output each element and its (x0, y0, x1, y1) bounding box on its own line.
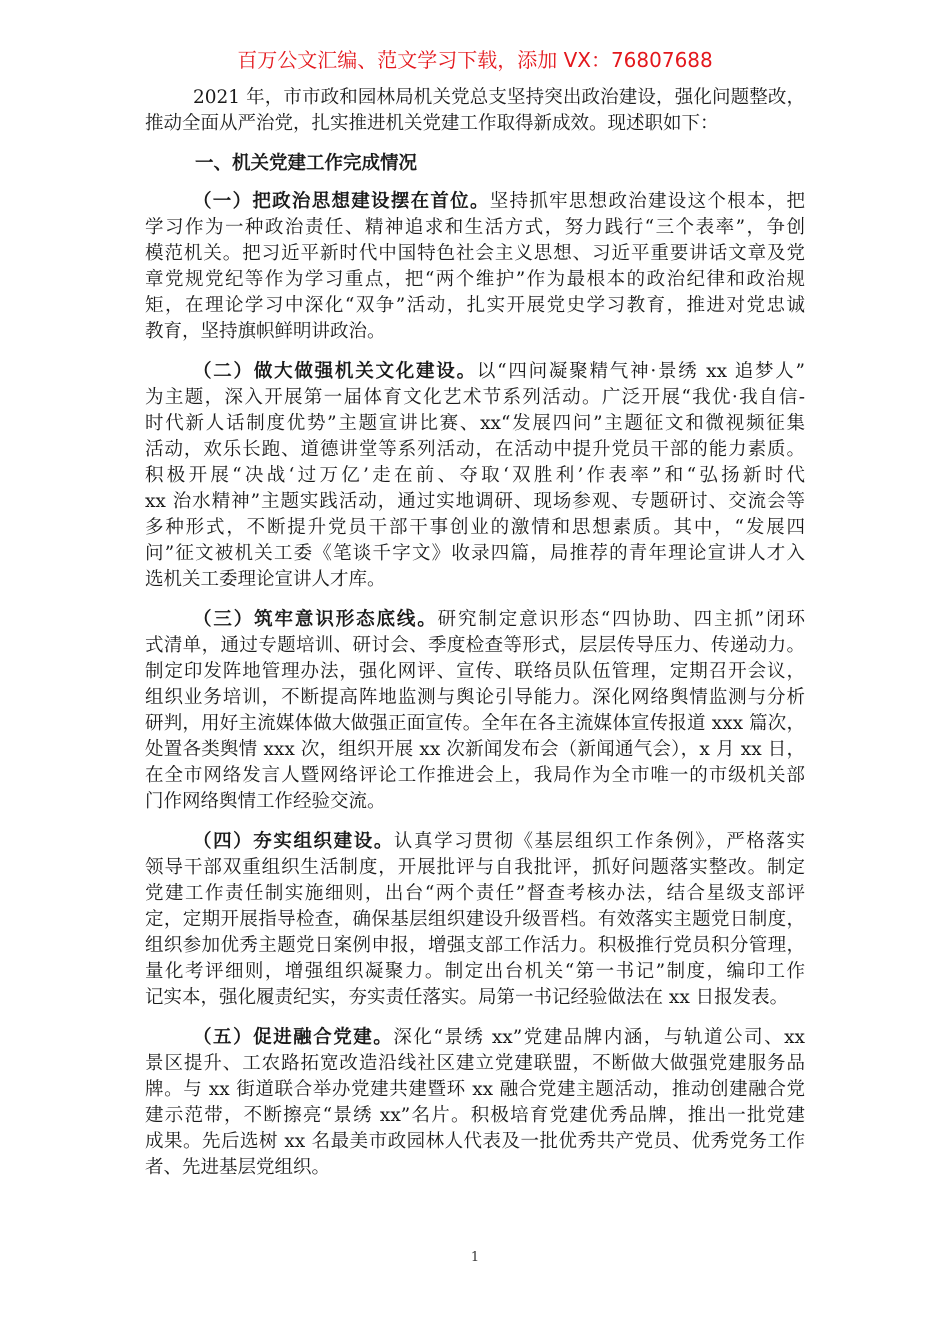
text-line: 教育，坚持旗帜鲜明讲政治。 (145, 321, 386, 342)
text-line: 组织业务培训，不断提高阵地监测与舆论引导能力。深化网络舆情监测与分析 (145, 687, 805, 708)
text-line: 多种形式，不断提升党员干部干事创业的激情和思想素质。其中，“发展四 (145, 517, 805, 538)
text-line: 活动，欢乐长跑、道德讲堂等系列活动，在活动中提升党员干部的能力素质。 (145, 439, 805, 460)
text-line: 研判，用好主流媒体做大做强正面宣传。全年在各主流媒体宣传报道 xxx 篇次， (145, 713, 805, 734)
section-paragraph (145, 829, 805, 1011)
text-line (145, 607, 805, 633)
text-line: 处置各类舆情 xxx 次，组织开展 xx 次新闻发布会（新闻通气会），x 月 xx 日， (145, 739, 805, 760)
text-line (145, 189, 805, 215)
paragraph-lead: （三）筑牢意识形态底线。 (193, 609, 438, 630)
paragraph-lead: （一）把政治思想建设摆在首位。 (193, 191, 490, 212)
section-paragraph (145, 607, 805, 815)
text-line: 2021 年，市市政和园林局机关党总支坚持突出政治建设，强化问题整改， (193, 87, 805, 108)
paragraph-text: 坚持抓牢思想政治建设这个根本，把 (489, 191, 805, 212)
text-line: 记实本，强化履责纪实，夯实责任落实。局第一书记经验做法在 xx 日报发表。 (145, 987, 789, 1008)
section-paragraph (145, 1025, 805, 1181)
text-line: 推动全面从严治党，扎实推进机关党建工作取得新成效。现述职如下： (145, 113, 719, 134)
text-line: 领导干部双重组织生活制度，开展批评与自我批评，抓好问题落实整改。制定 (145, 857, 805, 878)
document-body (145, 85, 805, 1195)
text-line: 学习作为一种政治责任、精神追求和生活方式，努力践行“三个表率”，争创 (145, 217, 805, 238)
text-line: 问”征文被机关工委《笔谈千字文》收录四篇，局推荐的青年理论宣讲人才入 (145, 543, 805, 564)
text-line: 制定印发阵地管理办法，强化网评、宣传、联络员队伍管理，定期召开会议， (145, 661, 805, 682)
text-line: 者、先进基层党组织。 (145, 1157, 331, 1178)
paragraph-text: 深化“景绣 xx”党建品牌内涵，与轨道公司、xx (393, 1027, 805, 1048)
text-line: 门作网络舆情工作经验交流。 (145, 791, 386, 812)
text-line: 章党规党纪等作为学习重点，把“两个维护”作为最根本的政治纪律和政治规 (145, 269, 805, 290)
text-line: 时代新人话制度优势”主题宣讲比赛、xx“发展四问”主题征文和微视频征集 (145, 413, 805, 434)
text-line: 矩，在理论学习中深化“双争”活动，扎实开展党史学习教育，推进对党忠诚 (145, 295, 805, 316)
intro-paragraph (145, 85, 805, 137)
watermark-banner: 百万公文汇编、范文学习下载，添加 VX：76807688 (237, 48, 713, 72)
text-line: 量化考评细则，增强组织凝聚力。制定出台机关“第一书记”制度，编印工作 (145, 961, 805, 982)
text-line: 积极开展“决战‘过万亿’走在前、夺取‘双胜利’作表率”和“弘扬新时代 (145, 465, 805, 486)
text-line: 模范机关。把习近平新时代中国特色社会主义思想、习近平重要讲话文章及党 (145, 243, 805, 264)
text-line: 建示范带，不断擦亮“景绣 xx”名片。积极培育党建优秀品牌，推出一批党建 (145, 1105, 805, 1126)
text-line (145, 1025, 805, 1051)
sections (145, 189, 805, 1181)
paragraph-text: 以“四问凝聚精气神·景绣 xx 追梦人” (476, 361, 805, 382)
text-line: xx 治水精神”主题实践活动，通过实地调研、现场参观、专题研讨、交流会等 (145, 491, 805, 512)
text-line: 式清单，通过专题培训、研讨会、季度检查等形式，层层传导压力、传递动力。 (145, 635, 805, 656)
text-line (145, 359, 805, 385)
text-line: 为主题，深入开展第一届体育文化艺术节系列活动。广泛开展“我优·我自信- (145, 387, 805, 408)
text-line: 党建工作责任制实施细则，出台“两个责任”督查考核办法，结合星级支部评 (145, 883, 805, 904)
text-line: 在全市网络发言人暨网络评论工作推进会上，我局作为全市唯一的市级机关部 (145, 765, 805, 786)
text-line: 牌。与 xx 街道联合举办党建共建暨环 xx 融合党建主题活动，推动创建融合党 (145, 1079, 805, 1100)
paragraph-text: 研究制定意识形态“四协助、四主抓”闭环 (437, 609, 805, 630)
paragraph-text: 认真学习贯彻《基层组织工作条例》，严格落实 (393, 831, 805, 852)
section-heading: 一、机关党建工作完成情况 (195, 153, 418, 174)
paragraph-lead: （四）夯实组织建设。 (193, 831, 394, 852)
section-paragraph (145, 359, 805, 593)
text-line: 成果。先后选树 xx 名最美市政园林人代表及一批优秀共产党员、优秀党务工作 (145, 1131, 805, 1152)
text-line (145, 829, 805, 855)
text-line: 景区提升、工农路拓宽改造沿线社区建立党建联盟，不断做大做强党建服务品 (145, 1053, 805, 1074)
section-paragraph (145, 189, 805, 345)
paragraph-lead: （五）促进融合党建。 (193, 1027, 394, 1048)
text-line: 选机关工委理论宣讲人才库。 (145, 569, 386, 590)
paragraph-lead: （二）做大做强机关文化建设。 (193, 361, 477, 382)
text-line: 组织参加优秀主题党日案例申报，增强支部工作活力。积极推行党员积分管理， (145, 935, 805, 956)
text-line: 定，定期开展指导检查，确保基层组织建设升级晋档。有效落实主题党日制度， (145, 909, 805, 930)
page-number: 1 (470, 1250, 480, 1265)
